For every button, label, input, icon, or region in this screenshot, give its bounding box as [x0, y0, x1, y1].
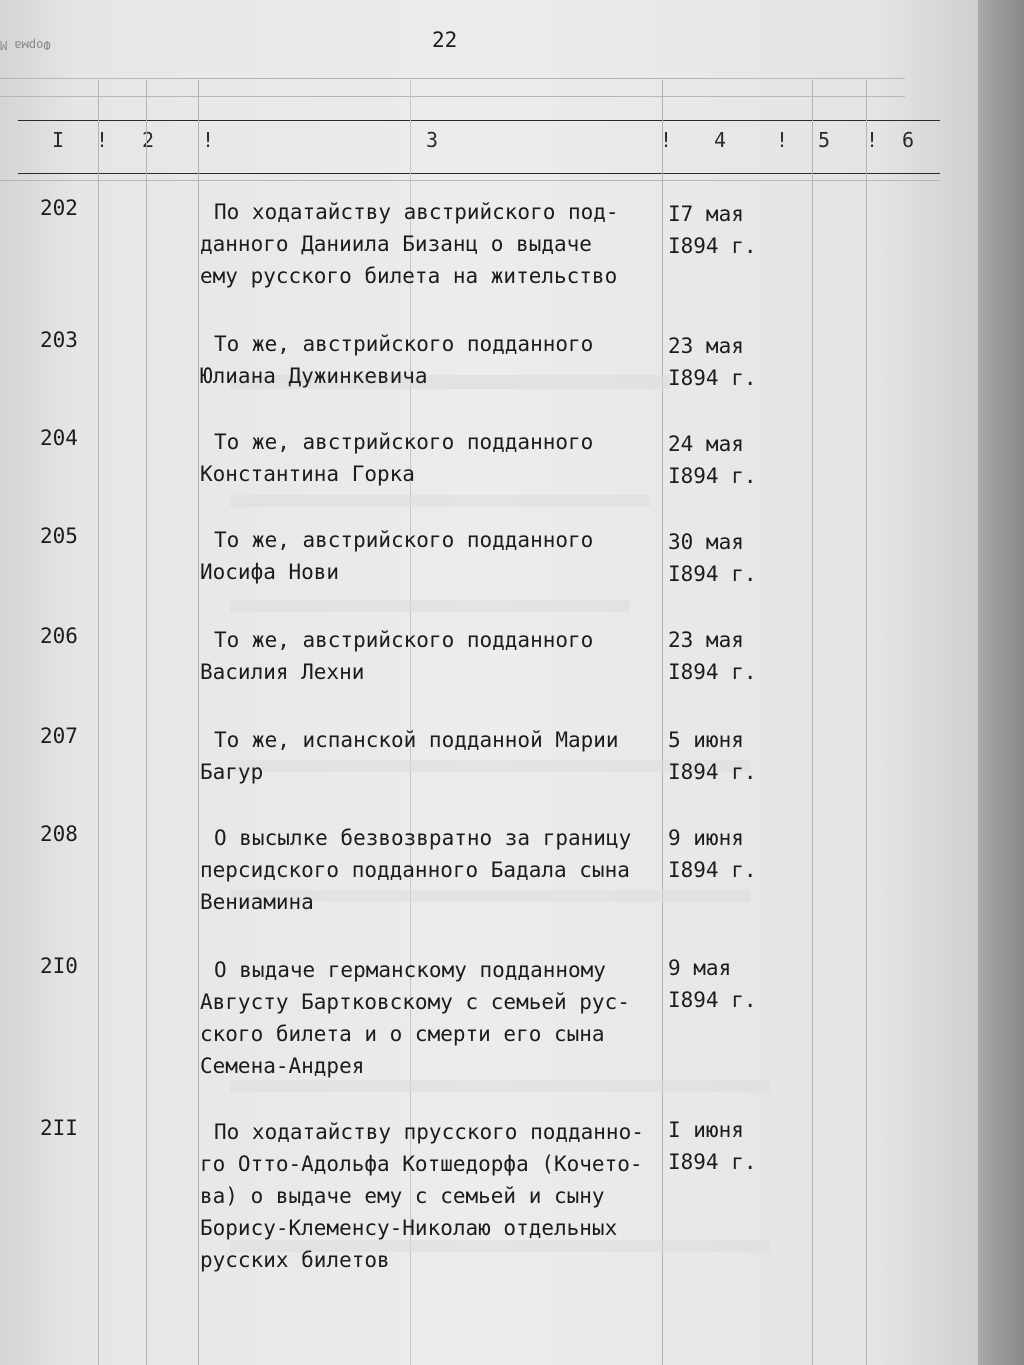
entry-date — [668, 526, 757, 590]
entry-description — [200, 196, 619, 292]
entry-line: То же, испанской подданной Марии — [214, 728, 619, 752]
form-stamp: Форма М — [0, 38, 51, 52]
entry-date-year: I894 г. — [668, 464, 757, 488]
entry-date — [668, 822, 757, 886]
entry-description — [200, 426, 593, 490]
entry-date-day: I7 мая — [668, 202, 744, 226]
entry-number: 207 — [40, 724, 78, 748]
entry-line: русских билетов — [200, 1248, 390, 1272]
entry-line: То же, австрийского подданного — [214, 628, 594, 652]
entry-date — [668, 724, 757, 788]
entry-line: Василия Лехни — [200, 660, 365, 684]
entry-line: данного Даниила Бизанц о выдаче — [200, 232, 592, 256]
form-top-line-2 — [0, 96, 905, 97]
col-sep-1: ! — [96, 128, 109, 152]
entry-date-day: 30 мая — [668, 530, 744, 554]
entry-date — [668, 624, 757, 688]
column-line-2 — [146, 80, 147, 1365]
col-head-4: 4 — [714, 128, 727, 152]
header-rule-bottom — [18, 173, 940, 174]
col-head-3: 3 — [426, 128, 439, 152]
entry-number: 2I0 — [40, 954, 78, 978]
entry-number: 202 — [40, 196, 78, 220]
entry-line: То же, австрийского подданного — [214, 332, 594, 356]
entry-description — [200, 954, 630, 1082]
entry-number: 204 — [40, 426, 78, 450]
entry-description — [200, 624, 593, 688]
entry-line: Августу Бартковскому с семьей рус- — [200, 990, 630, 1014]
entry-date-year: I894 г. — [668, 366, 757, 390]
entry-line: То же, австрийского подданного — [214, 430, 594, 454]
entry-line: Семена-Андрея — [200, 1054, 365, 1078]
bleed-through-mark — [230, 495, 650, 507]
entry-line: По ходатайству прусского подданно- — [214, 1120, 644, 1144]
header-rule-faint — [0, 180, 940, 181]
entry-description — [200, 1116, 644, 1276]
entry-line: О высылке безвозвратно за границу — [214, 826, 632, 850]
col-sep-2: ! — [202, 128, 215, 152]
entry-line: ского билета и о смерти его сына — [200, 1022, 605, 1046]
col-sep-3: ! — [660, 128, 673, 152]
entry-date — [668, 330, 757, 394]
entry-line: Константина Горка — [200, 462, 415, 486]
header-rule-top — [18, 120, 940, 121]
bleed-through-mark — [230, 600, 630, 612]
entry-description — [200, 328, 593, 392]
entry-number: 206 — [40, 624, 78, 648]
form-top-line — [0, 78, 905, 79]
entry-line: Вениамина — [200, 890, 314, 914]
entry-date-day: 9 июня — [668, 826, 744, 850]
entry-date-day: 23 мая — [668, 628, 744, 652]
column-line-5 — [812, 80, 813, 1365]
entry-number: 2II — [40, 1116, 78, 1140]
entry-line: О выдаче германскому подданному — [214, 958, 606, 982]
column-line-4 — [662, 80, 663, 1365]
entry-number: 205 — [40, 524, 78, 548]
col-head-5: 5 — [818, 128, 831, 152]
entry-line: Багур — [200, 760, 264, 784]
entry-date — [668, 428, 757, 492]
entry-date-year: I894 г. — [668, 660, 757, 684]
entry-line: ему русского билета на жительство — [200, 264, 618, 288]
entry-line: То же, австрийского подданного — [214, 528, 594, 552]
entry-line: ва) о выдаче ему с семьей и сыну — [200, 1184, 605, 1208]
column-line-1 — [98, 80, 99, 1365]
col-head-2: 2 — [142, 128, 155, 152]
entry-date-day: 9 мая — [668, 956, 732, 980]
entry-line: Юлиана Дужинкевича — [200, 364, 428, 388]
col-sep-5: ! — [866, 128, 879, 152]
entry-description — [200, 822, 631, 918]
entry-date-day: 5 июня — [668, 728, 744, 752]
entry-description — [200, 524, 593, 588]
entry-number: 203 — [40, 328, 78, 352]
page-number: 22 — [432, 28, 458, 52]
col-sep-4: ! — [776, 128, 789, 152]
entry-date-year: I894 г. — [668, 988, 757, 1012]
entry-date-year: I894 г. — [668, 858, 757, 882]
entry-line: персидского подданного Бадала сына — [200, 858, 630, 882]
entry-date-day: I июня — [668, 1118, 744, 1142]
entry-date-day: 23 мая — [668, 334, 744, 358]
entry-line: го Отто-Адольфа Котшедорфа (Кочето- — [200, 1152, 643, 1176]
entry-description — [200, 724, 619, 788]
entry-date-year: I894 г. — [668, 562, 757, 586]
column-line-6 — [866, 80, 867, 1365]
entry-date-year: I894 г. — [668, 234, 757, 258]
entry-date — [668, 198, 757, 262]
entry-date-year: I894 г. — [668, 760, 757, 784]
entry-line: Иосифа Нови — [200, 560, 340, 584]
page-edge-shadow — [978, 0, 1024, 1365]
entry-date — [668, 952, 757, 1016]
column-line-3 — [198, 80, 199, 1365]
entry-date-year: I894 г. — [668, 1150, 757, 1174]
col-head-1: I — [52, 128, 65, 152]
entry-number: 208 — [40, 822, 78, 846]
entry-date — [668, 1114, 757, 1178]
col-head-6: 6 — [902, 128, 915, 152]
entry-line: Борису-Клеменсу-Николаю отдельных — [200, 1216, 618, 1240]
entry-date-day: 24 мая — [668, 432, 744, 456]
entry-line: По ходатайству австрийского под- — [214, 200, 619, 224]
